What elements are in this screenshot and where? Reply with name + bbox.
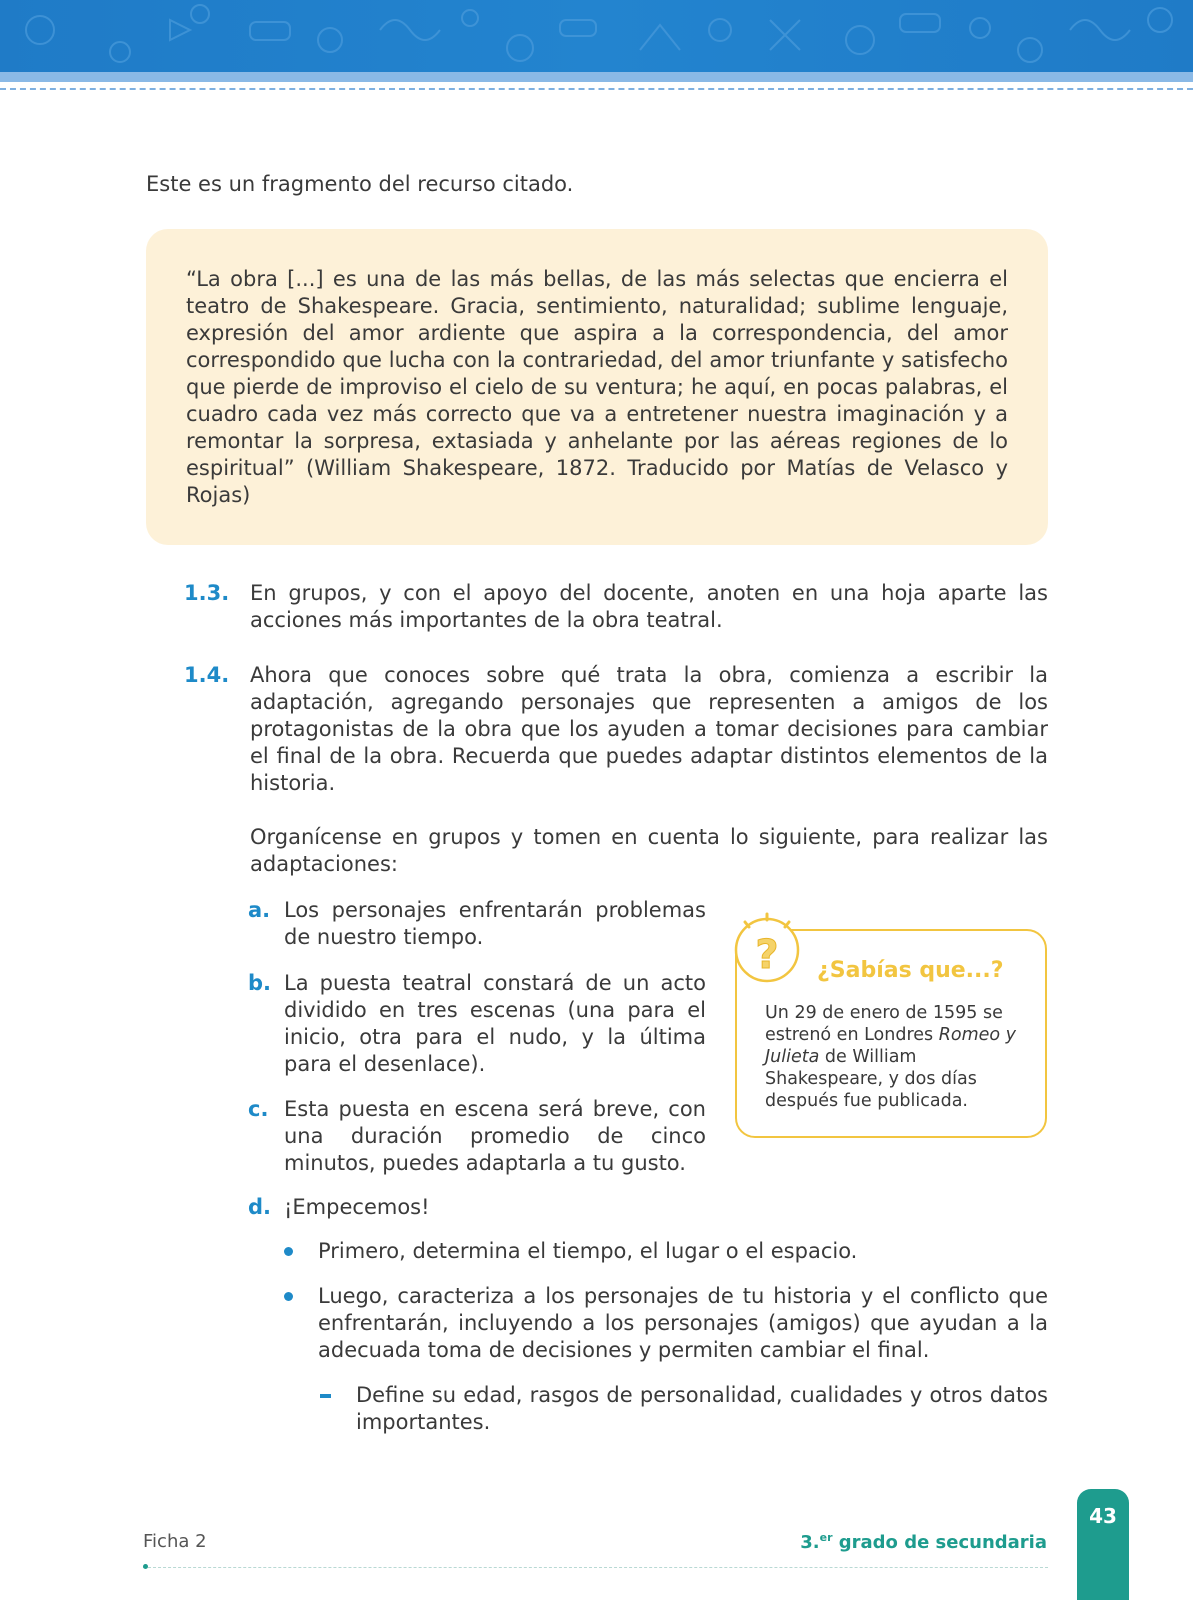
dash-text: Define su edad, rasgos de personalidad, cualidades y otros datos importantes. [356,1383,1048,1434]
footer-grade [800,1531,1047,1553]
dash-item [320,1382,1048,1436]
header-divider [0,88,1193,90]
sabias-line1: Un 29 de enero de 1595 se estrenó en Londres [765,1003,1003,1045]
subitem-a [248,897,706,951]
subitem-letter: a. [248,898,271,922]
subitem-letter: d. [248,1195,272,1219]
bullet-icon [284,1292,293,1301]
quote-box [146,229,1048,545]
grade-suffix: grado de secundaria [832,1532,1047,1553]
subitem-text: Esta puesta en escena será breve, con una duración promedio de cinco minutos, puedes adaptarla a tu gusto. [284,1097,706,1175]
sabias-que-title: ¿Sabías que...? [817,958,1004,983]
subitem-text: ¡Empecemos! [284,1195,430,1219]
grade-sup: er [819,1531,833,1544]
subitem-c [248,1096,706,1177]
subitem-text: La puesta teatral constará de un acto dividido en tres escenas (una para el inicio, otra para el nudo, y la última para el desenlace). [284,971,706,1076]
grade-prefix: 3. [800,1532,820,1553]
activity-number: 1.3. [184,581,230,605]
doodle-pattern-icon [0,0,1193,72]
page-number-tab [1077,1489,1129,1600]
footer-ficha: Ficha 2 [143,1531,207,1552]
footer-dot-icon [143,1564,148,1569]
footer-divider [143,1567,1048,1568]
sabias-line2: de William Shakespeare, y dos días después fue publicada. [765,1047,977,1111]
subitem-text: Los personajes enfrentarán problemas de nuestro tiempo. [284,898,706,949]
activity-number: 1.4. [184,663,230,687]
page-number: 43 [1089,1504,1117,1528]
dash-icon [320,1394,331,1398]
bullet-item [284,1238,1048,1265]
svg-text:?: ? [755,932,779,978]
sabias-italic-title: Romeo y Julieta [765,1025,1017,1067]
bullet-icon [284,1247,293,1256]
activity-text: Ahora que conoces sobre qué trata la obra, comienza a escribir la adaptación, agregando personajes que representen a amigos de los protagonistas de la obra que los ayuden a tomar decisiones para cambiar el final de la obra. Recuerda que puedes adaptar distintos elementos de la historia. [250,663,1048,795]
activity-text: En grupos, y con el apoyo del docente, anoten en una hoja aparte las acciones más importantes de la obra teatral. [250,581,1048,632]
quote-text: “La obra [...] es una de las más bellas, de las más selectas que encierra el teatro de Shakespeare. Gracia, sentimiento, naturalidad; sublime lenguaje, expresión del amor ardiente que aspira a la correspondencia, del amor correspondido que lucha con la contrariedad, del amor triunfante y satisfecho que pierde de improviso el cielo de su ventura; he aquí, en pocas palabras, el cuadro cada vez más correcto que va a entretener nuestra imaginación y a remontar la sorpresa, extasiada y anhelante por las aéreas regiones de lo espiritual” (William Shakespeare, 1872. Traducido por Matías de Velasco y Rojas) [186,267,1008,507]
header-banner [0,0,1193,72]
subitem-letter: c. [248,1097,269,1121]
activity-item-1-4 [184,662,1048,878]
lightbulb-question-icon [727,912,809,984]
activity-followup: Organícense en grupos y tomen en cuenta lo siguiente, para realizar las adaptaciones: [250,825,1048,876]
bullet-text: Luego, caracteriza a los personajes de tu historia y el conflicto que enfrentarán, incluyendo a los personajes (amigos) que ayudan a la adecuada toma de decisiones y permiten cambiar el final. [318,1284,1048,1362]
subitem-d [248,1194,1048,1221]
sabias-que-text [765,1002,1035,1112]
bullet-text: Primero, determina el tiempo, el lugar o el espacio. [318,1239,858,1263]
header-strip [0,72,1193,82]
subitem-letter: b. [248,971,272,995]
bullet-item [284,1283,1048,1364]
activity-item-1-3 [184,580,1048,634]
intro-text: Este es un fragmento del recurso citado. [146,172,574,196]
subitem-b [248,970,706,1078]
